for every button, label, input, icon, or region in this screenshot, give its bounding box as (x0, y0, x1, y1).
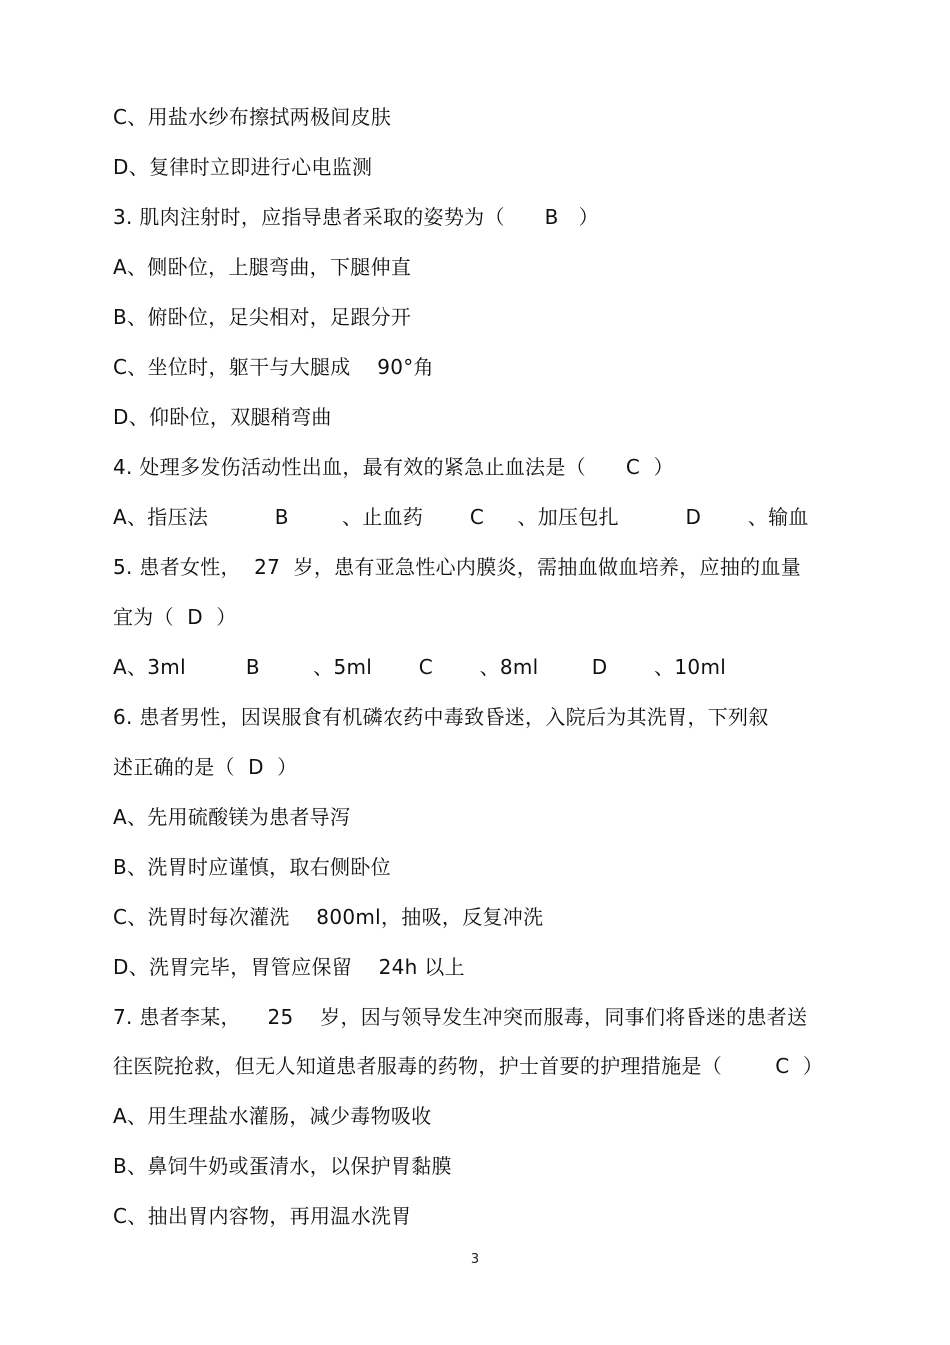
question-4: 4. 处理多发伤活动性出血，最有效的紧急止血法是（ C ） (113, 455, 674, 479)
question-3-option-c: C、坐位时，躯干与大腿成 90°角 (113, 355, 434, 379)
question-3-option-a: A、侧卧位，上腿弯曲，下腿伸直 (113, 255, 412, 279)
text-line-option-c: C、用盐水纱布擦拭两极间皮肤 (113, 105, 392, 129)
question-6-line-1: 6. 患者男性，因误服食有机磷农药中毒致昏迷，入院后为其洗胃，下列叙 (113, 705, 769, 729)
question-6-line-2: 述正确的是（ D ） (113, 755, 298, 779)
question-7-line-1: 7. 患者李某， 25 岁，因与领导发生冲突而服毒，同事们将昏迷的患者送 (113, 1005, 808, 1029)
question-7-option-c: C、抽出胃内容物，再用温水洗胃 (113, 1204, 412, 1228)
question-6-option-b: B、洗胃时应谨慎，取右侧卧位 (113, 855, 391, 879)
question-6-option-d: D、洗胃完毕，胃管应保留 24h 以上 (113, 955, 465, 979)
question-3-option-b: B、俯卧位，足尖相对，足跟分开 (113, 305, 412, 329)
question-3: 3. 肌肉注射时，应指导患者采取的姿势为（ B ） (113, 205, 599, 229)
question-6-option-c: C、洗胃时每次灌洗 800ml，抽吸，反复冲洗 (113, 905, 544, 929)
question-7-option-b: B、鼻饲牛奶或蛋清水，以保护胃黏膜 (113, 1154, 452, 1178)
question-4-options: A、指压法 B 、止血药 C 、加压包扎 D 、输血 (113, 505, 809, 529)
question-3-option-d: D、仰卧位，双腿稍弯曲 (113, 405, 332, 429)
question-5-line-1: 5. 患者女性， 27 岁，患有亚急性心内膜炎，需抽血做血培养，应抽的血量 (113, 555, 802, 579)
text-line-option-d: D、复律时立即进行心电监测 (113, 155, 373, 179)
question-7-option-a: A、用生理盐水灌肠，减少毒物吸收 (113, 1104, 432, 1128)
question-6-option-a: A、先用硫酸镁为患者导泻 (113, 805, 351, 829)
question-5-options: A、3ml B 、5ml C 、8ml D 、10ml (113, 655, 727, 679)
question-7-line-2: 往医院抢救，但无人知道患者服毒的药物，护士首要的护理措施是（ C ） (113, 1054, 824, 1078)
page-number: 3 (470, 1252, 480, 1267)
question-5-line-2: 宜为（ D ） (113, 605, 237, 629)
